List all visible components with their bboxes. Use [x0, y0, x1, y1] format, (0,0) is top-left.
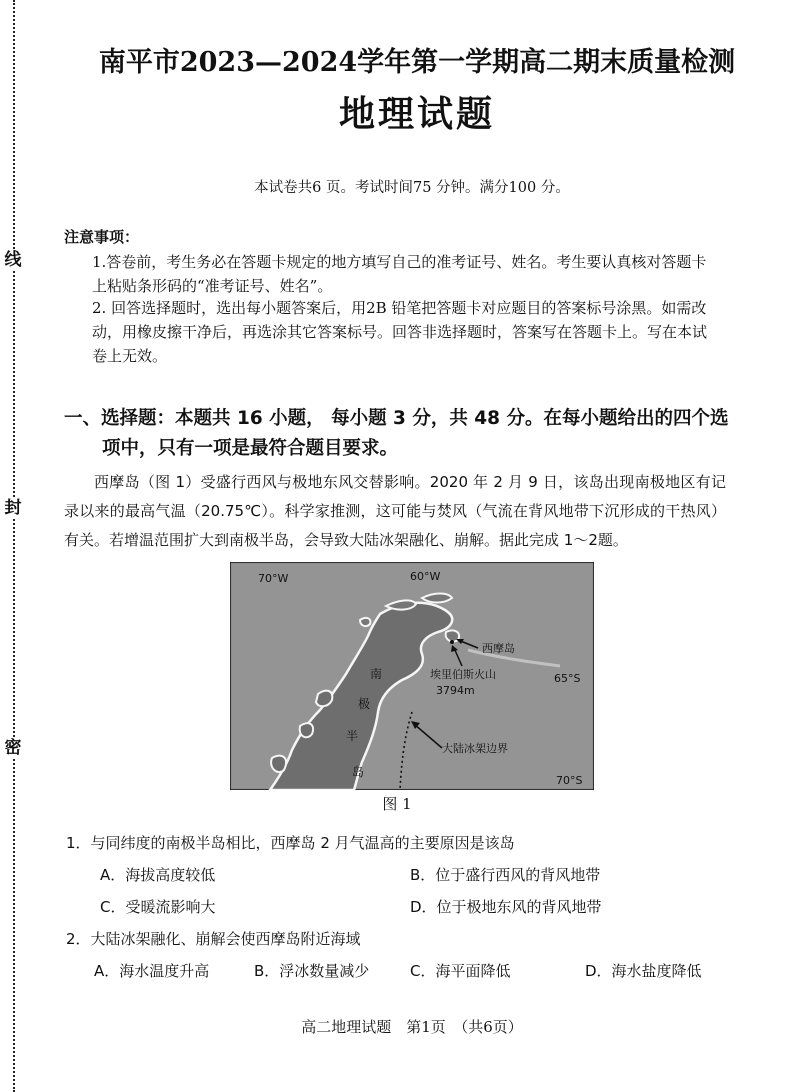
label-ice-shelf: 大陆冰架边界	[442, 742, 508, 755]
binding-char-feng: 封	[4, 498, 22, 518]
island-north-3	[360, 618, 370, 626]
label-peninsula-1: 南	[370, 667, 383, 681]
label-peninsula-4: 岛	[352, 765, 365, 779]
antarctic-peninsula-map	[230, 562, 594, 790]
binding-char-xian: 线	[4, 250, 22, 270]
label-65s: 65°S	[554, 672, 581, 685]
question-1-option-d: D．位于极地东风的背风地带	[410, 898, 602, 916]
section-heading-line1: 一、选择题：本题共 16 小题， 每小题 3 分，共 48 分。在每小题给出的四个选	[64, 408, 729, 429]
subject-title: 地理试题	[338, 93, 495, 135]
question-2-stem: 2．大陆冰架融化、崩解会使西摩岛附近海域	[66, 930, 361, 948]
figure-caption: 图 1	[382, 795, 412, 813]
notice-heading: 注意事项：	[64, 228, 140, 246]
figure-map	[230, 562, 594, 790]
label-70w: 70°W	[258, 572, 289, 585]
notice-item-1: 1.答卷前，考生务必在答题卡规定的地方填写自己的准考证号、姓名。考生要认真核对答题卡上粘贴条形码的“准考证号、姓名”。	[92, 253, 707, 295]
exam-title: 南平市2023—2024学年第一学期高二期末质量检测	[98, 47, 736, 78]
label-60w: 60°W	[410, 570, 441, 583]
question-1-option-c: C．受暖流影响大	[100, 898, 216, 916]
page-footer: 高二地理试题 第1页 （共6页）	[301, 1018, 523, 1036]
question-2-option-d: D．海水盐度降低	[585, 962, 702, 980]
question-2-option-b: B．浮冰数量减少	[254, 962, 370, 980]
volcano-marker	[450, 640, 454, 644]
island-west-3	[271, 756, 286, 772]
material-intro: 西摩岛（图 1）受盛行西风与极地东风交替影响。2020 年 2 月 9 日，该岛出现南极地区有记录以来的最高气温（20.75℃）。科学家推测，这可能与焚风（气流在背风地带下沉形成的干热风）有关。若增温范围扩大到南极半岛，会导致大陆冰架融化、崩解。据此完成 1～2题。	[64, 473, 726, 549]
question-2-option-c: C．海平面降低	[410, 962, 511, 980]
section-heading-line2: 项中，只有一项是最符合题目要求。	[102, 438, 399, 459]
label-elevation: 3794m	[436, 684, 475, 697]
question-1-stem: 1．与同纬度的南极半岛相比，西摩岛 2 月气温高的主要原因是该岛	[66, 834, 515, 852]
notice-item-2: 2. 回答选择题时，选出每小题答案后，用2B 铅笔把答题卡对应题目的答案标号涂黑。如需改动，用橡皮擦干净后，再选涂其它答案标号。回答非选择题时，答案写在答题卡上。写在本试卷上无效。	[92, 299, 708, 365]
binding-dotted-line	[13, 0, 15, 1092]
question-1-option-b: B．位于盛行西风的背风地带	[410, 866, 601, 884]
island-west-1	[316, 691, 332, 707]
label-volcano: 埃里伯斯火山	[430, 668, 496, 681]
binding-char-mi: 密	[4, 738, 22, 758]
label-peninsula-3: 半	[346, 729, 359, 743]
label-seymour-island: 西摩岛	[482, 642, 515, 655]
island-west-2	[300, 723, 313, 737]
question-1-option-a: A．海拔高度较低	[100, 866, 216, 884]
label-peninsula-2: 极	[358, 697, 371, 711]
section-heading	[64, 404, 744, 464]
label-70s: 70°S	[556, 774, 583, 787]
question-2-option-a: A．海水温度升高	[94, 962, 210, 980]
exam-info: 本试卷共6 页。考试时间75 分钟。满分100 分。	[254, 180, 570, 196]
